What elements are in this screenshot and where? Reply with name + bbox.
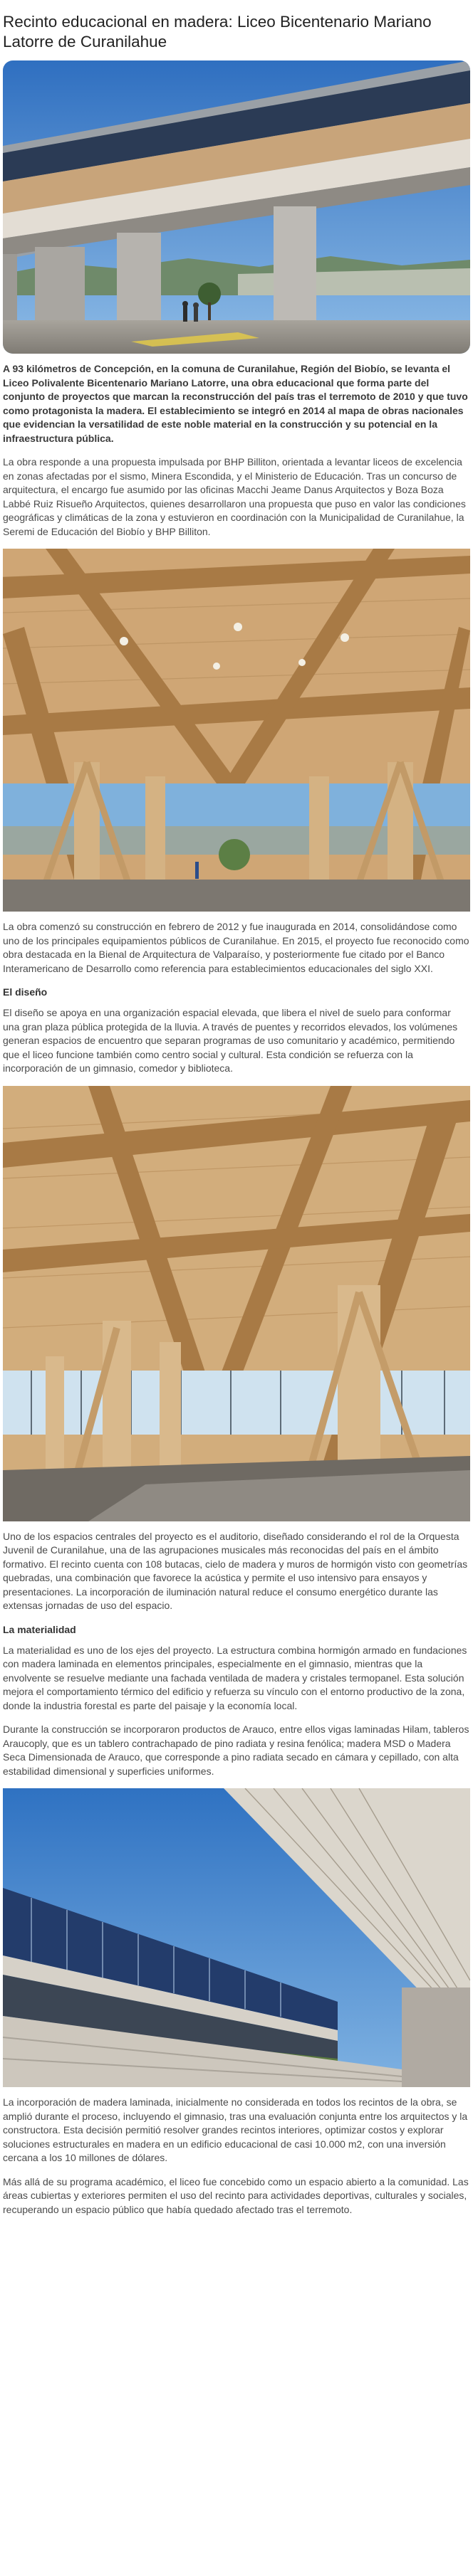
lead-paragraph: A 93 kilómetros de Concepción, en la comuna de Curanilahue, Región del Biobío, se levanta el Liceo Polivalente Bicentenario Mariano Latorre, una obra educacional que forma parte del conjunto de proyectos que marcan la reconstrucción del país tras el terremoto de 2010 y que tuvo como protagonista la madera. El establecimiento se integró en 2014 al mapa de obras nacionales que evidencian la versatilidad de este noble material en la construcción y su potencial en la infraestructura pública. (3, 363, 468, 444)
paragraph-1: La obra responde a una propuesta impulsada por BHP Billiton, orientada a levantar liceos de excelencia en zonas afectadas por el sismo, Minera Escondida, y el Ministerio de Educación. Tras un concurso de arquitectura, el encargo fue asumido por las oficinas Macchi Jeame Danus Arquitectos y Boza Boza Labbé Ruiz Risueño Arquitectos, quienes desarrollaron una propuesta que puso en valor las condiciones geográficas y climáticas de la zona y estuvieron en coordinación con la Municipalidad de Curanilahue, la Seremi de Educación del Biobío y BHP Billiton. (3, 456, 466, 537)
paragraph-6: Durante la construcción se incorporaron productos de Arauco, entre ellos vigas laminadas Hilam, tableros Araucoply, que es un tablero contrachapado de pino radiata y resina fenólica; madera MSD o Madera Seca Dimensionada de Arauco, que corresponde a pino radiata secado en cámara y cepillado, con alta estabilidad dimensional y superficies uniformes. (3, 1724, 469, 1777)
section-heading-diseno: El diseño (3, 986, 48, 998)
timber-roof-photo (3, 549, 470, 912)
exterior-photo (3, 60, 470, 354)
covered-plaza-graphic (3, 1086, 470, 1521)
paragraph-3: El diseño se apoya en una organización espacial elevada, que libera el nivel de suelo para conformar una gran plaza pública protegida de la lluvia. A través de puentes y recorridos elevados, los volúmenes generan espacios de encuentro que separan programas de uso comunitario y académico, permitiendo que el liceo funcione también como centro social y cultural. Esta condición se refuerza con la incorporación de un gimnasio, comedor y biblioteca. (3, 1007, 458, 1074)
article-title: Recinto educacional en madera: Liceo Bicentenario Mariano Latorre de Curanilahue (3, 13, 432, 51)
courtyard-graphic (3, 1788, 470, 2087)
paragraph-5: La materialidad es uno de los ejes del proyecto. La estructura combina hormigón armado en fundaciones con madera laminada en elementos principales, especialmente en el gimnasio, mientras que la envolvente se resuelve mediante una fachada ventilada de madera y cristales termopanel. Esta solución mejora el comportamiento térmico del edificio y refuerza su vínculo con el entorno productivo de la zona, donde la industria forestal es parte del paisaje y la economía local. (3, 1644, 467, 1711)
covered-plaza-photo (3, 1086, 470, 1521)
timber-roof-graphic (3, 549, 470, 912)
section-heading-materialidad: La materialidad (3, 1623, 76, 1635)
courtyard-photo (3, 1788, 470, 2087)
paragraph-2: La obra comenzó su construcción en febrero de 2012 y fue inaugurada en 2014, consolidándose como uno de los principales equipamientos públicos de Curanilahue. En 2015, el proyecto fue reconocido como obra destacada en la Bienal de Arquitectura de Valparaíso, y posteriormente fue citado por el Banco Interamericano de Desarrollo como referencia para establecimientos educacionales del siglo XXI. (3, 921, 469, 974)
paragraph-4: Uno de los espacios centrales del proyecto es el auditorio, diseñado considerando el rol de la Orquesta Juvenil de Curanilahue, una de las agrupaciones musicales más reconocidas del país en el ámbito formativo. El recinto cuenta con 108 butacas, cielo de madera y muros de hormigón visto con geometrías quebradas, una combinación que favorece la acústica y permite el uso intensivo para ensayos y presentaciones. La incorporación de iluminación natural reduce el consumo energético durante las extensas jornadas de uso del espacio. (3, 1530, 468, 1611)
exterior-photo-graphic (3, 60, 470, 354)
paragraph-8: Más allá de su programa académico, el liceo fue concebido como un espacio abierto a la comunidad. Las áreas cubiertas y exteriores permiten el uso del recinto para actividades deportivas, culturales y sociales, recuperando un espacio público que había quedado afectado tras el terremoto. (3, 2175, 469, 2215)
paragraph-7: La incorporación de madera laminada, inicialmente no considerada en todos los recintos de la obra, se amplió durante el proceso, incluyendo el gimnasio, tras una evaluación conjunta entre los arquitectos y la constructora. Esta decisión permitió resolver grandes recintos interiores, optimizar costos y explorar soluciones estructurales en madera en un edificio educacional de casi 10.000 m2, con una inversión cercana a los 10 millones de dólares. (3, 2096, 468, 2163)
